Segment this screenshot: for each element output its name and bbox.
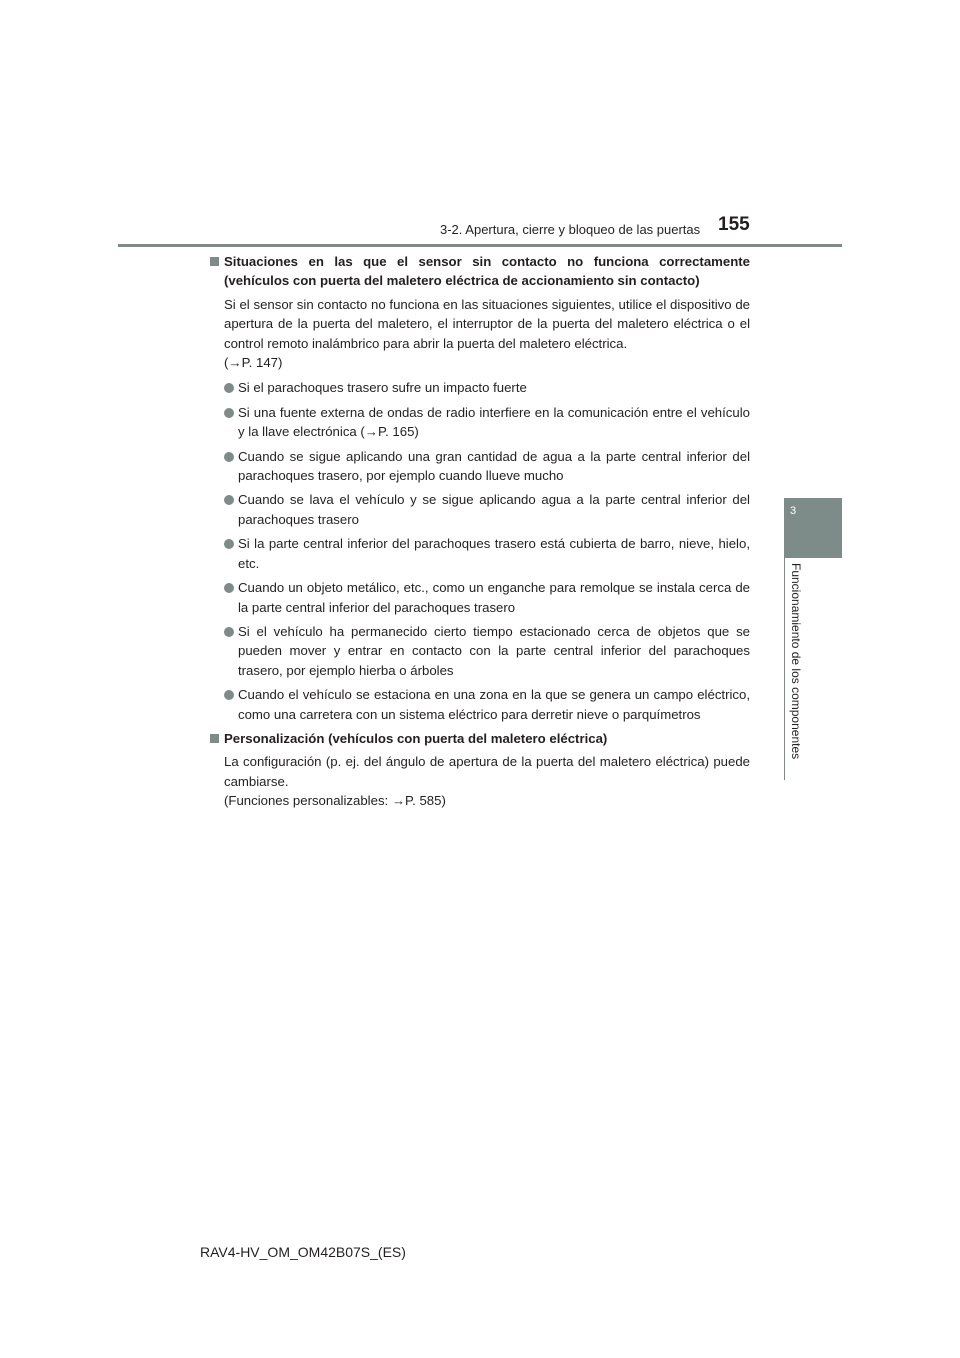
section-heading: Situaciones en las que el sensor sin contacto no funciona correctamente (vehículos con puerta del maletero eléctrica de accionamiento sin contacto) bbox=[210, 252, 750, 291]
list-item: Si el vehículo ha permanecido cierto tiempo estacionado cerca de objetos que se pueden mover y entrar en contacto con la parte central inferior del parachoques trasero, por ejemplo hierba o árboles bbox=[210, 622, 750, 680]
round-bullet-icon bbox=[224, 583, 234, 593]
round-bullet-icon bbox=[224, 690, 234, 700]
round-bullet-icon bbox=[224, 383, 234, 393]
header-rule bbox=[118, 244, 842, 247]
chapter-title: Funcionamiento de los componentes bbox=[789, 563, 803, 760]
section-heading: Personalización (vehículos con puerta del maletero eléctrica) bbox=[210, 729, 750, 748]
list-item: Si la parte central inferior del parachoques trasero está cubierta de barro, nieve, hielo, etc. bbox=[210, 534, 750, 573]
round-bullet-icon bbox=[224, 452, 234, 462]
round-bullet-icon bbox=[224, 495, 234, 505]
list-item: Cuando se sigue aplicando una gran cantidad de agua a la parte central inferior del parachoques trasero, por ejemplo cuando llueve mucho bbox=[210, 447, 750, 486]
list-item: Si el parachoques trasero sufre un impacto fuerte bbox=[210, 378, 750, 397]
list-item: Si una fuente externa de ondas de radio interfiere en la comunicación entre el vehículo y la llave electrónica (→P. 165) bbox=[210, 403, 750, 442]
round-bullet-icon bbox=[224, 408, 234, 418]
section-body: La configuración (p. ej. del ángulo de apertura de la puerta del maletero eléctrica) puede cambiarse. (Funciones personalizables: →P. 585) bbox=[224, 754, 750, 809]
round-bullet-icon bbox=[224, 539, 234, 549]
list-item: Cuando se lava el vehículo y se sigue aplicando agua a la parte central inferior del parachoques trasero bbox=[210, 490, 750, 529]
running-header: 3-2. Apertura, cierre y bloqueo de las puertas bbox=[440, 222, 701, 237]
square-bullet-icon bbox=[210, 257, 219, 266]
square-bullet-icon bbox=[210, 734, 219, 743]
chapter-number: 3 bbox=[790, 505, 797, 517]
page-content bbox=[210, 252, 750, 817]
sidebar-rule bbox=[784, 558, 785, 780]
list-item: Cuando el vehículo se estaciona en una zona en la que se genera un campo eléctrico, como una carretera con un sistema eléctrico para derretir nieve o parquímetros bbox=[210, 685, 750, 724]
page-number: 155 bbox=[718, 214, 750, 235]
section-intro: Si el sensor sin contacto no funciona en las situaciones siguientes, utilice el dispositivo de apertura de la puerta del maletero, el interruptor de la puerta del maletero eléctrica o el control remoto inalámbrico para abrir la puerta del maletero eléctrica. (→P. 147) bbox=[224, 296, 750, 371]
round-bullet-icon bbox=[224, 627, 234, 637]
footer-code: RAV4-HV_OM_OM42B07S_(ES) bbox=[200, 1244, 406, 1260]
list-item: Cuando un objeto metálico, etc., como un enganche para remolque se instala cerca de la parte central inferior del parachoques trasero bbox=[210, 578, 750, 617]
